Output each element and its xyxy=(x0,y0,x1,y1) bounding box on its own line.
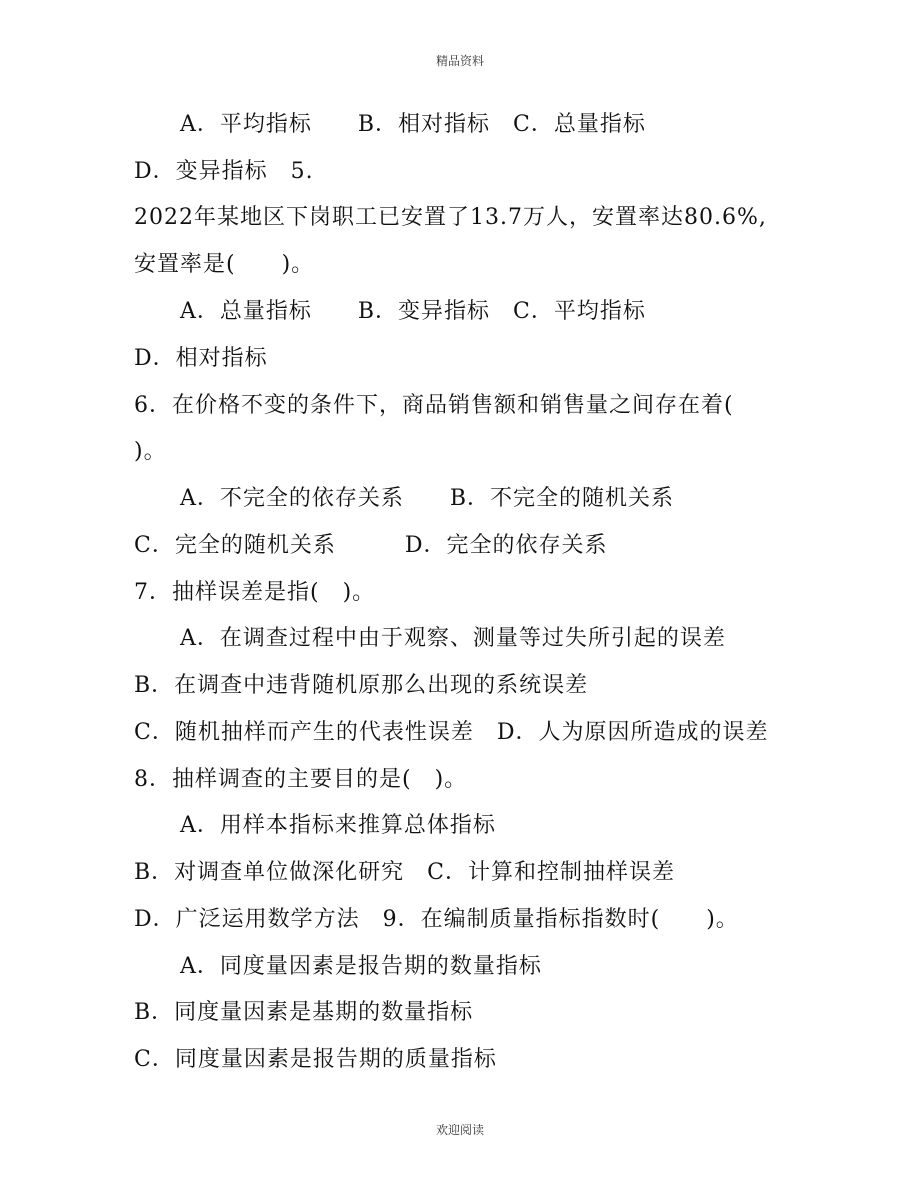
q9-option-a: A．同度量因素是报告期的数量指标 xyxy=(180,954,542,979)
q4-options-abc: A．平均指标 B．相对指标 C．总量指标 xyxy=(180,112,646,137)
q6-options-cd: C．完全的随机关系 D．完全的依存关系 xyxy=(134,533,608,558)
q9-option-c: C．同度量因素是报告期的质量指标 xyxy=(134,1047,497,1072)
q5-options-abc: A．总量指标 B．变异指标 C．平均指标 xyxy=(180,299,646,324)
page-header: 精品资料 xyxy=(435,54,484,68)
q5-option-d: D．相对指标 xyxy=(134,346,268,371)
q8-stem: 8．抽样调查的主要目的是( )。 xyxy=(134,767,468,792)
q9-option-b: B．同度量因素是基期的数量指标 xyxy=(134,1000,474,1025)
q6-stem-cont: )。 xyxy=(134,439,167,464)
q7-stem: 7．抽样误差是指( )。 xyxy=(134,580,376,605)
q6-stem: 6．在价格不变的条件下，商品销售额和销售量之间存在着( xyxy=(134,393,734,418)
q8-option-d-and-q9-stem: D．广泛运用数学方法 9．在编制质量指标指数时( )。 xyxy=(134,907,739,932)
q7-options-cd: C．随机抽样而产生的代表性误差 D．人为原因所造成的误差 xyxy=(134,720,769,745)
q6-options-ab: A．不完全的依存关系 B．不完全的随机关系 xyxy=(180,486,675,511)
q8-option-a: A．用样本指标来推算总体指标 xyxy=(180,813,496,838)
q7-option-b: B．在调查中违背随机原那么出现的系统误差 xyxy=(134,673,589,698)
page-footer: 欢迎阅读 xyxy=(435,1123,484,1137)
q4-option-d-and-q5-number: D．变异指标 5. xyxy=(134,159,314,184)
q8-options-bc: B．对调查单位做深化研究 C．计算和控制抽样误差 xyxy=(134,860,676,885)
q5-stem: 2022年某地区下岗职工已安置了13.7万人，安置率达80.6%, xyxy=(134,205,767,230)
q5-stem-cont: 安置率是( )。 xyxy=(134,252,315,277)
q7-option-a: A．在调查过程中由于观察、测量等过失所引起的误差 xyxy=(180,626,726,651)
